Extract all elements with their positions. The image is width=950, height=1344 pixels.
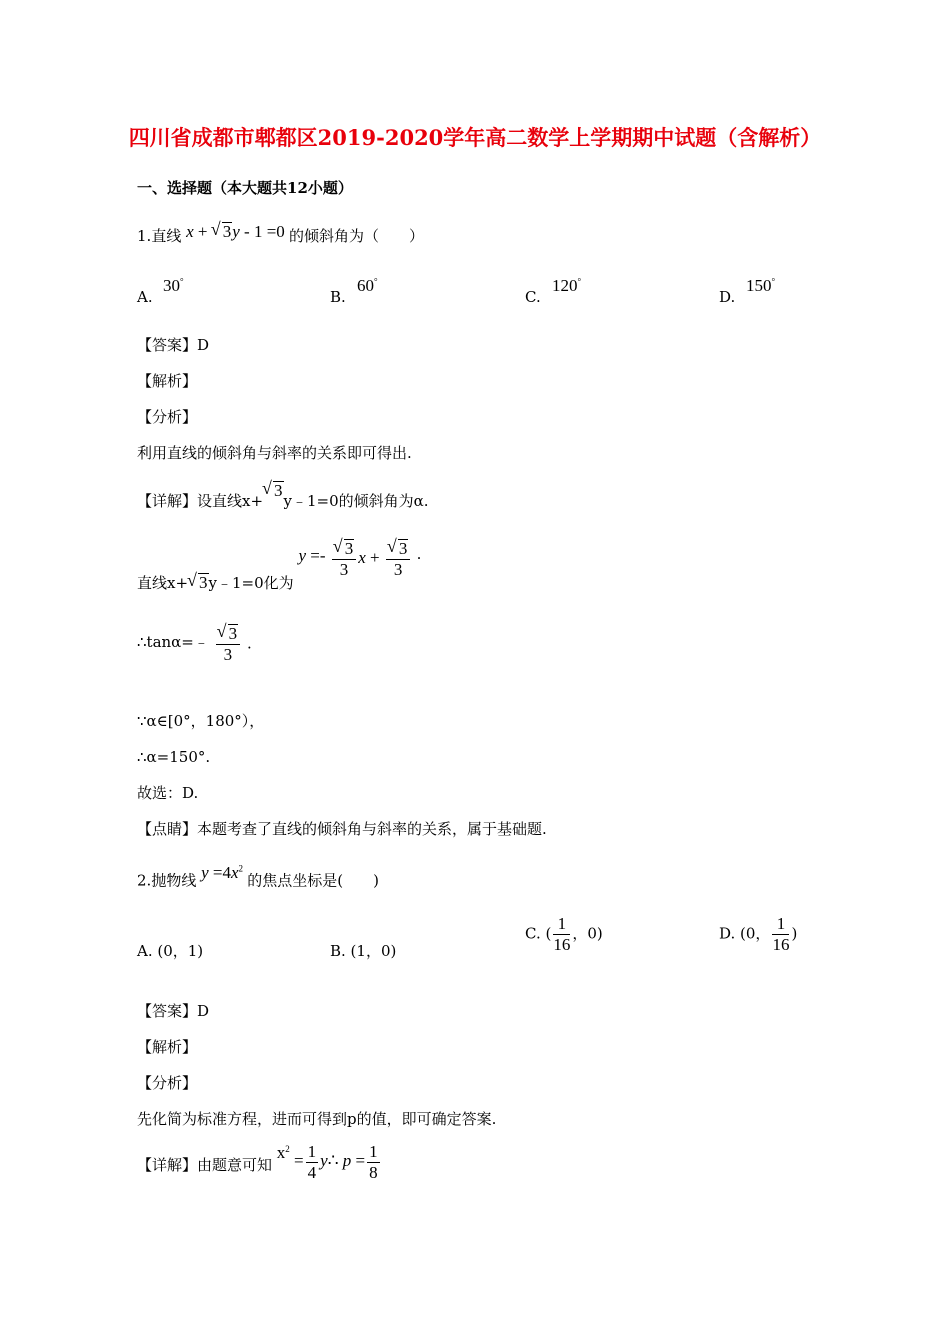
question-1 bbox=[137, 222, 425, 246]
eq-rest: - 1 =0 bbox=[244, 222, 285, 241]
frac-den: 3 bbox=[393, 560, 403, 579]
eq-equals: = bbox=[294, 1151, 304, 1171]
tan-line bbox=[137, 624, 252, 665]
tan-text: ∴tanα=﹣ bbox=[137, 632, 209, 651]
option-label: C. ( bbox=[525, 924, 552, 943]
fraction bbox=[306, 1142, 319, 1183]
option-label: B. bbox=[330, 288, 346, 306]
detail-text: 【详解】设直线x+ bbox=[137, 492, 264, 510]
eq-var-x: x bbox=[276, 1143, 286, 1163]
frac-num: 1 bbox=[307, 1142, 317, 1161]
sqrt-radicand: 3 bbox=[199, 573, 208, 593]
eq-var-x: x bbox=[231, 862, 239, 882]
fraction bbox=[367, 1142, 380, 1183]
question-2 bbox=[137, 862, 380, 891]
detail-text-end: y﹣1=0的倾斜角为α. bbox=[283, 492, 429, 510]
frac-num: 1 bbox=[553, 914, 570, 935]
fenxi-text: 利用直线的倾斜角与斜率的关系即可得出. bbox=[137, 444, 412, 462]
sqrt-sign bbox=[212, 222, 233, 242]
option-label: C. bbox=[525, 288, 541, 306]
frac-num: 1 bbox=[369, 1142, 378, 1161]
frac-num: 1 bbox=[772, 914, 789, 935]
option-end: ) bbox=[791, 924, 798, 943]
slope-equation bbox=[298, 539, 416, 579]
frac-den: 3 bbox=[339, 560, 349, 579]
frac-num: 3 bbox=[344, 539, 354, 558]
option-c-value: 120° bbox=[552, 276, 582, 295]
question-text: 直线 bbox=[151, 227, 182, 245]
question-text-end: 的焦点坐标是( ) bbox=[247, 871, 380, 890]
question-number: 1. bbox=[137, 227, 152, 245]
option-label: D. (0， bbox=[719, 924, 771, 943]
eq-equals-minus: =- bbox=[306, 546, 326, 566]
option-d bbox=[719, 287, 735, 307]
eq-var-p: p bbox=[342, 1151, 352, 1171]
sqrt-3-inline bbox=[188, 573, 209, 592]
fraction bbox=[332, 539, 357, 580]
option-label: A. bbox=[137, 288, 153, 306]
frac-den: 3 bbox=[223, 645, 233, 664]
option-b-value: 60° bbox=[357, 276, 378, 295]
because-line: ∵α∈[0°，180°）， bbox=[137, 712, 265, 730]
option-label: D. bbox=[719, 288, 736, 306]
option-b bbox=[330, 287, 346, 307]
fraction bbox=[772, 914, 789, 955]
therefore-line: ∴α=150°. bbox=[137, 748, 211, 766]
question-number: 2. bbox=[137, 871, 152, 890]
eq-equals: = bbox=[355, 1151, 366, 1171]
detail-text: 【详解】由题意可知 bbox=[137, 1156, 273, 1175]
option-a-value: 30° bbox=[163, 276, 184, 295]
line2-mid-text: y﹣1=0化为 bbox=[208, 574, 294, 593]
option-end: ，0) bbox=[572, 924, 603, 943]
frac-den: 8 bbox=[369, 1163, 378, 1182]
option-value: 30 bbox=[163, 276, 180, 295]
equation bbox=[186, 222, 289, 241]
option-d bbox=[719, 914, 797, 955]
option-a: A. (0，1) bbox=[137, 942, 204, 960]
eq-var-y: y bbox=[298, 546, 306, 566]
exponent: 2 bbox=[285, 1143, 290, 1154]
answer-label: 【答案】D bbox=[137, 1002, 210, 1020]
option-value: 150 bbox=[746, 276, 772, 295]
therefore-symbol: ∴ bbox=[327, 1151, 339, 1171]
frac-den: 16 bbox=[772, 935, 790, 954]
fraction bbox=[553, 914, 570, 955]
page-title: 四川省成都市郫都区2019-2020学年高二数学上学期期中试题（含解析） bbox=[128, 125, 822, 150]
option-c bbox=[525, 914, 603, 955]
sqrt-radicand: 3 bbox=[274, 481, 283, 500]
exponent: 2 bbox=[238, 863, 244, 873]
frac-den: 16 bbox=[553, 935, 571, 954]
eq-var-x: x bbox=[186, 222, 194, 241]
analysis-label: 【解析】 bbox=[137, 1038, 198, 1056]
frac-num: 3 bbox=[228, 624, 238, 643]
period: . bbox=[416, 545, 422, 564]
fenxi-label: 【分析】 bbox=[137, 1074, 198, 1092]
analysis-label: 【解析】 bbox=[137, 372, 198, 390]
eq-plus: + bbox=[370, 548, 380, 568]
sqrt-3 bbox=[263, 481, 284, 500]
eq-var-y: y bbox=[320, 1151, 328, 1171]
period: . bbox=[246, 634, 252, 653]
detail-line bbox=[137, 1142, 382, 1183]
answer-label: 【答案】D bbox=[137, 336, 210, 354]
sqrt-radicand: 3 bbox=[222, 222, 232, 241]
line2-text: 直线x+ bbox=[137, 574, 189, 593]
option-value: 120 bbox=[552, 276, 578, 295]
eq-equals-4: =4 bbox=[212, 862, 231, 882]
eq-var-y: y bbox=[201, 862, 209, 882]
fraction bbox=[386, 539, 411, 580]
eq-var-x: x bbox=[358, 548, 366, 568]
frac-num: 3 bbox=[398, 539, 408, 558]
detail-line-1 bbox=[137, 481, 429, 511]
eq-plus: + bbox=[197, 222, 208, 241]
comment-line: 【点睛】本题考查了直线的倾斜角与斜率的关系，属于基础题. bbox=[137, 820, 547, 838]
parabola-equation bbox=[201, 863, 247, 882]
detail-equation bbox=[276, 1142, 382, 1182]
detail-line-2 bbox=[137, 539, 422, 593]
eq-var-y: y bbox=[232, 222, 240, 241]
option-d-value: 150° bbox=[746, 276, 776, 295]
fenxi-text: 先化简为标准方程，进而可得到p的值，即可确定答案. bbox=[137, 1110, 497, 1128]
fraction bbox=[216, 624, 241, 665]
option-value: 60 bbox=[357, 276, 374, 295]
question-text: 抛物线 bbox=[151, 871, 197, 890]
option-c bbox=[525, 287, 541, 307]
frac-den: 4 bbox=[307, 1163, 317, 1182]
section-heading: 一、选择题（本大题共12小题） bbox=[137, 179, 353, 197]
option-b: B. (1，0) bbox=[330, 942, 397, 960]
question-text-end: 的倾斜角为（ ） bbox=[289, 227, 425, 245]
option-a bbox=[137, 287, 153, 307]
choose-line: 故选：D. bbox=[137, 784, 199, 802]
fenxi-label: 【分析】 bbox=[137, 408, 198, 426]
